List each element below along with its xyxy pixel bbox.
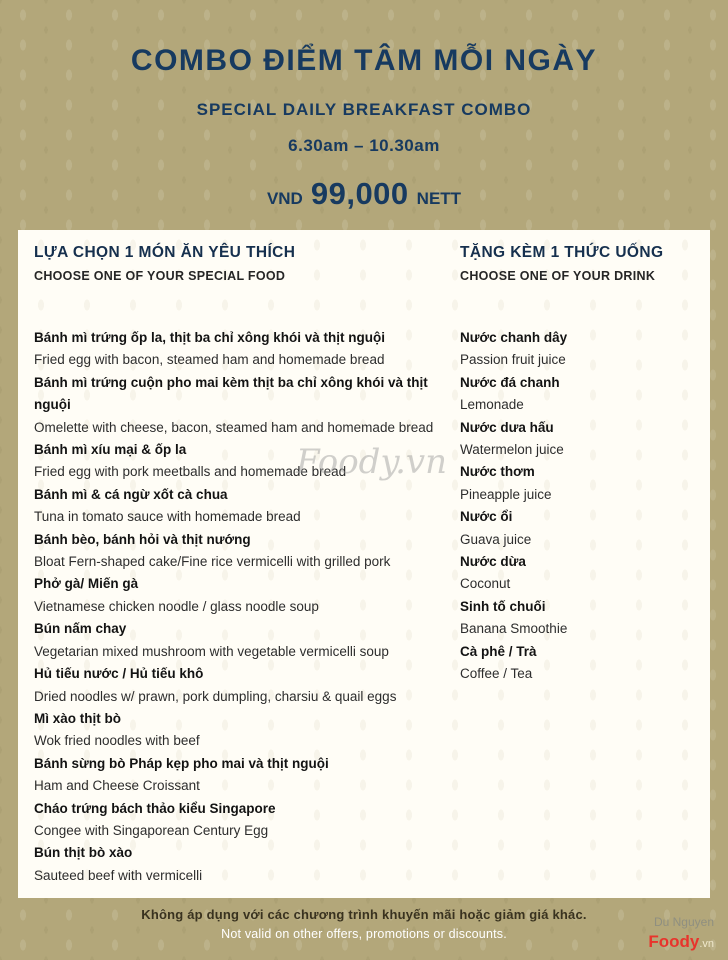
photo-credit	[648, 915, 714, 952]
price-suffix: NETT	[416, 189, 462, 208]
food-column	[34, 244, 446, 884]
drink-items	[460, 327, 694, 686]
menu-item-desc: Lemonade	[460, 397, 524, 413]
foody-watermark: Foody.vn	[296, 442, 448, 482]
menu-item-name: Nước ổi	[460, 509, 513, 525]
menu-item-desc: Coconut	[460, 576, 511, 592]
menu-item-desc: Congee with Singaporean Century Egg	[34, 822, 269, 838]
menu-item	[460, 506, 694, 551]
foody-logo-text: Foody	[648, 932, 700, 951]
menu-item-name: Cháo trứng bách thảo kiểu Singapore	[34, 800, 276, 816]
menu-item-desc: Vegetarian mixed mushroom with vegetable vermicelli soup	[34, 643, 389, 659]
menu-item	[34, 842, 446, 887]
menu-item-desc: Wok fried noodles with beef	[34, 733, 200, 749]
menu-item-name: Nước dừa	[460, 554, 526, 570]
menu-item-desc: Vietnamese chicken noodle / glass noodle soup	[34, 598, 319, 614]
menu-item-name: Bánh mì trứng ốp la, thịt ba chỉ xông khói và thịt nguội	[34, 330, 386, 345]
footer-note-vi: Không áp dụng với các chương trình khuyến mãi hoặc giảm giá khác.	[141, 907, 587, 922]
menu-item-desc: Tuna in tomato sauce with homemade bread	[34, 509, 301, 525]
menu-header	[0, 0, 728, 212]
menu-item-desc: Watermelon juice	[460, 442, 564, 458]
menu-item-desc: Fried egg with pork meetballs and homemade bread	[34, 464, 347, 480]
menu-item-name: Nước chanh dây	[460, 330, 568, 345]
menu-title: COMBO ĐIỂM TÂM MỖI NGÀY	[130, 44, 598, 77]
food-heading-vi: LỰA CHỌN 1 MÓN ĂN YÊU THÍCH	[34, 244, 296, 261]
menu-item-desc: Pineapple juice	[460, 486, 552, 502]
menu-item-name: Mì xào thịt bò	[34, 710, 121, 726]
menu-item	[34, 753, 446, 798]
menu-item	[460, 372, 694, 417]
menu-item	[34, 529, 446, 574]
menu-item	[460, 327, 694, 372]
price-amount: 99,000	[310, 176, 409, 211]
menu-item-name: Bún thịt bò xào	[34, 845, 133, 861]
menu-item	[34, 708, 446, 753]
menu-item-name: Phở gà/ Miến gà	[34, 576, 139, 592]
menu-item	[34, 663, 446, 708]
drink-heading-en: CHOOSE ONE OF YOUR DRINK	[460, 269, 656, 283]
menu-item	[34, 484, 446, 529]
credit-author: Du Nguyen	[653, 915, 714, 929]
menu-item	[34, 573, 446, 618]
menu-item	[460, 551, 694, 596]
menu-item-name: Bún nấm chay	[34, 621, 127, 637]
food-items	[34, 327, 446, 887]
foody-logo-suffix: .vn	[699, 938, 714, 950]
food-column-header	[34, 244, 446, 283]
menu-item-name: Hủ tiếu nước / Hủ tiếu khô	[34, 666, 204, 682]
menu-item	[34, 439, 446, 484]
menu-footer	[0, 898, 728, 960]
drink-column-header	[460, 244, 694, 283]
menu-panel	[18, 230, 710, 898]
drink-column	[460, 244, 694, 884]
menu-item-name: Bánh bèo, bánh hỏi và thịt nướng	[34, 531, 251, 547]
menu-item-desc: Dried noodles w/ prawn, pork dumpling, charsiu & quail eggs	[34, 688, 397, 704]
menu-item	[460, 417, 694, 462]
menu-item-desc: Passion fruit juice	[460, 352, 566, 368]
price-line	[0, 176, 728, 212]
menu-item-name: Bánh sừng bò Pháp kẹp pho mai và thịt nguội	[34, 755, 329, 771]
menu-item-desc: Ham and Cheese Croissant	[34, 778, 200, 794]
menu-item-desc: Omelette with cheese, bacon, steamed ham and homemade bread	[34, 419, 434, 435]
serving-hours: 6.30am – 10.30am	[288, 136, 440, 155]
price-currency: VND	[266, 189, 303, 208]
menu-item-name: Bánh mì trứng cuộn pho mai kèm thịt ba chỉ xông khói và thịt nguội	[34, 374, 428, 413]
footer-note-en: Not valid on other offers, promotions or discounts.	[221, 927, 507, 941]
menu-item	[460, 641, 694, 686]
menu-item	[460, 596, 694, 641]
menu-subtitle: SPECIAL DAILY BREAKFAST COMBO	[196, 100, 532, 119]
menu-item	[460, 461, 694, 506]
menu-item-desc: Bloat Fern-shaped cake/Fine rice vermicelli with grilled pork	[34, 554, 391, 570]
menu-item-name: Nước đá chanh	[460, 374, 560, 390]
foody-logo	[648, 932, 714, 952]
menu-item-desc: Sauteed beef with vermicelli	[34, 867, 203, 883]
menu-item-name: Bánh mì & cá ngừ xốt cà chua	[34, 486, 228, 502]
food-heading-en: CHOOSE ONE OF YOUR SPECIAL FOOD	[34, 269, 286, 283]
drink-heading-vi: TẶNG KÈM 1 THỨC UỐNG	[460, 244, 664, 261]
menu-item	[34, 798, 446, 843]
menu-item	[34, 327, 446, 372]
menu-item-desc: Banana Smoothie	[460, 621, 568, 637]
menu-item	[34, 618, 446, 663]
menu-item-name: Sinh tố chuối	[460, 598, 546, 614]
menu-item	[34, 372, 446, 439]
menu-item-name: Nước thơm	[460, 464, 535, 480]
menu-item-name: Bánh mì xíu mại & ốp la	[34, 442, 187, 458]
menu-item-name: Cà phê / Trà	[460, 643, 537, 659]
menu-item-desc: Guava juice	[460, 531, 532, 547]
menu-item-desc: Fried egg with bacon, steamed ham and homemade bread	[34, 352, 385, 368]
menu-item-name: Nước dưa hấu	[460, 419, 554, 435]
menu-item-desc: Coffee / Tea	[460, 666, 533, 682]
